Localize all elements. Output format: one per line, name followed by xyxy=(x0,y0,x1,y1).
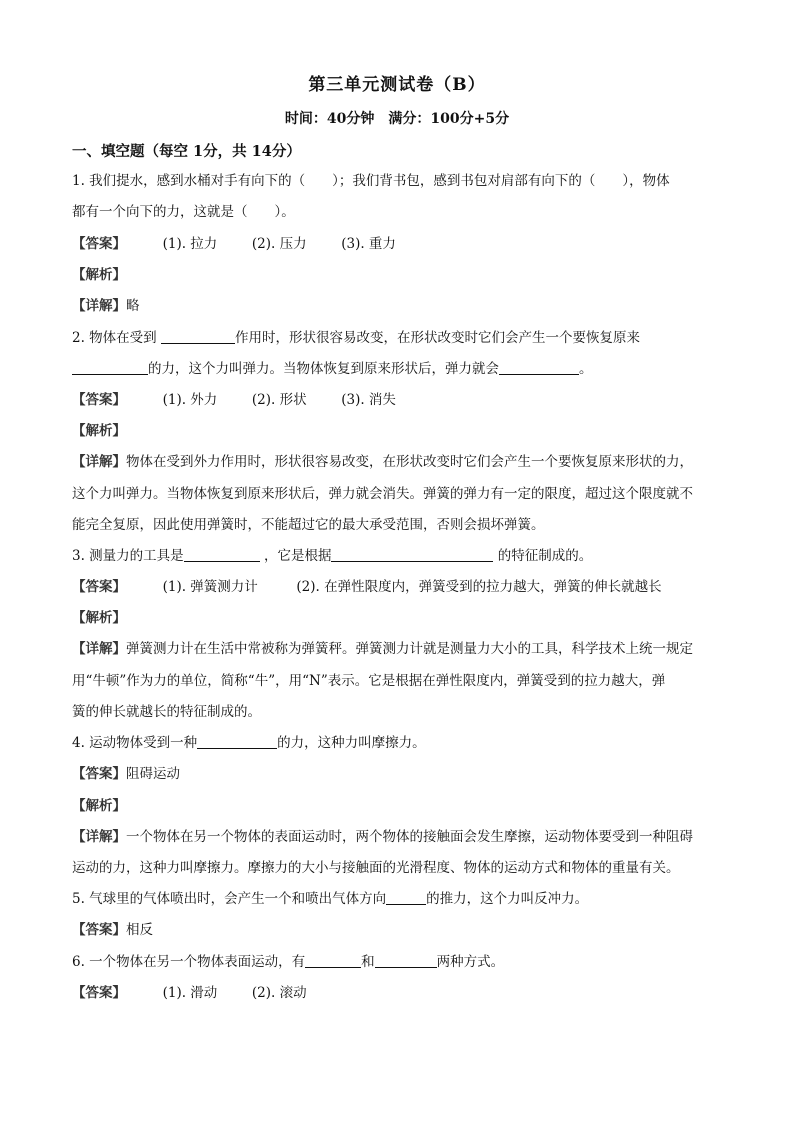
q2-blank-1 xyxy=(161,329,235,344)
section-heading: 一、填空题（每空 1分，共 14分） xyxy=(72,143,301,160)
q1-answer-1: (1). 拉力 xyxy=(162,236,218,252)
q3-answer-row: 【答案】 (1). 弹簧测力计 (2). 在弹性限度内，弹簧受到的拉力越大，弹簧的伸长就越长 xyxy=(72,579,662,595)
q3-answer-2: (2). 在弹性限度内，弹簧受到的拉力越大，弹簧的伸长就越长 xyxy=(296,579,662,595)
page-subtitle: 时间：40分钟 满分：100分+5分 xyxy=(284,111,510,127)
q6-blank-2 xyxy=(375,953,437,968)
q2-line-1: 2. 物体在受到 作用时，形状很容易改变，在形状改变时它们会产生一个要恢复原来 xyxy=(72,330,640,346)
q2-detail-3: 能完全复原，因此使用弹簧时，不能超过它的最大承受范围，否则会损坏弹簧。 xyxy=(72,517,545,533)
q1-line-2: 都有一个向下的力，这就是（ ）。 xyxy=(72,204,295,220)
q1-answer-2: (2). 压力 xyxy=(251,236,307,252)
q4-answer-row: 【答案】阻碍运动 xyxy=(72,766,180,782)
q3-detail-1: 【详解】弹簧测力计在生活中常被称为弹簧秤。弹簧测力计就是测量力大小的工具，科学技术上统一规定 xyxy=(72,641,693,657)
q2-blank-2 xyxy=(72,360,148,375)
q4-detail-2: 运动的力，这种力叫摩擦力。摩擦力的大小与接触面的光滑程度、物体的运动方式和物体的重量有关。 xyxy=(72,860,680,876)
q3-blank-1 xyxy=(184,547,260,562)
q5-answer-row: 【答案】相反 xyxy=(72,922,153,938)
q4-answer: 阻碍运动 xyxy=(126,766,180,782)
q2-answer-2: (2). 形状 xyxy=(251,392,307,408)
q1-answer-row xyxy=(72,234,732,254)
q6-answer-row: 【答案】 (1). 滑动 (2). 滚动 xyxy=(72,985,307,1001)
q4-analysis-label: 【解析】 xyxy=(72,798,126,814)
q2-line-2: 的力，这个力叫弹力。当物体恢复到原来形状后，弹力就会 。 xyxy=(72,359,732,379)
q6-answer-1: (1). 滑动 xyxy=(162,985,218,1001)
answer-label: 【答案】 xyxy=(72,236,126,252)
q4-blank xyxy=(197,734,277,749)
q5-line: 5. 气球里的气体喷出时，会产生一个和喷出气体方向 的推力，这个力叫反冲力。 xyxy=(72,891,589,907)
q3-detail-3: 簧的伸长就越长的特征制成的。 xyxy=(72,704,261,720)
q2-detail-1: 【详解】物体在受到外力作用时，形状很容易改变，在形状改变时它们会产生一个要恢复原来形状的力， xyxy=(72,454,693,470)
q2-answer-3: (3). 消失 xyxy=(341,392,396,408)
q5-answer: 相反 xyxy=(126,922,153,938)
q6-line: 6. 一个物体在另一个物体表面运动，有 和 两种方式。 xyxy=(72,954,505,970)
q2-answer-row: 【答案】 (1). 外力 (2). 形状 (3). 消失 xyxy=(72,392,396,408)
q3-line: 3. 测量力的工具是 ，它是根据 的特征制成的。 xyxy=(72,548,593,564)
q5-blank xyxy=(386,890,426,905)
page-title: 第三单元测试卷（B） xyxy=(308,75,486,95)
q2-blank-3 xyxy=(499,360,579,375)
q2-analysis-label: 【解析】 xyxy=(72,423,126,439)
q1-detail: 【详解】略 xyxy=(72,298,140,314)
q4-detail-1: 【详解】一个物体在另一个物体的表面运动时，两个物体的接触面会发生摩擦，运动物体要受到一种阻碍 xyxy=(72,829,693,845)
q1-answer-3: (3). 重力 xyxy=(341,236,396,252)
q2-answer-1: (1). 外力 xyxy=(162,392,218,408)
q2-detail-2: 这个力叫弹力。当物体恢复到原来形状后，弹力就会消失。弹簧的弹力有一定的限度，超过这个限度就不 xyxy=(72,486,693,502)
q3-blank-2 xyxy=(331,547,493,562)
q6-blank-1 xyxy=(305,953,361,968)
q4-line: 4. 运动物体受到一种 的力，这种力叫摩擦力。 xyxy=(72,735,426,751)
q6-answer-2: (2). 滚动 xyxy=(251,985,307,1001)
q3-analysis-label: 【解析】 xyxy=(72,610,126,626)
q3-answer-1: (1). 弹簧测力计 xyxy=(162,579,258,595)
q3-detail-2: 用“牛顿”作为力的单位，简称“牛”，用“N”表示。它是根据在弹性限度内，弹簧受到的拉力越大，弹 xyxy=(72,673,666,689)
q1-line-1: 1. 我们提水，感到水桶对手有向下的（ ）；我们背书包，感到书包对肩部有向下的（ ），物体 xyxy=(72,173,670,189)
q1-analysis-label: 【解析】 xyxy=(72,267,126,283)
